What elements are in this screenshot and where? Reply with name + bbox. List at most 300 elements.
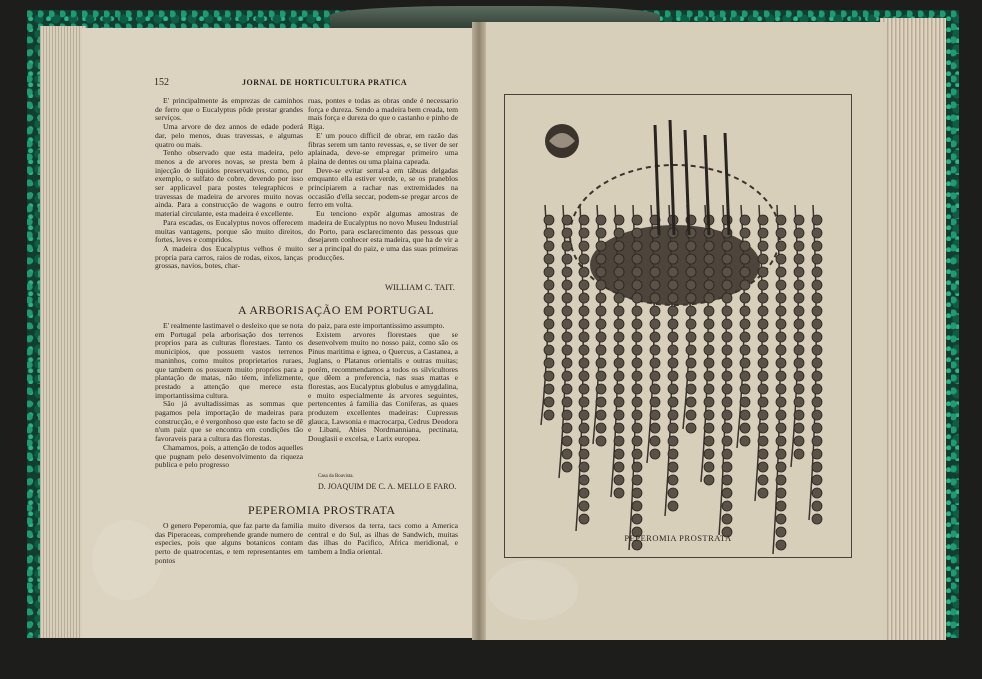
round-leaf (596, 332, 606, 342)
article-column-5 (155, 522, 303, 566)
round-leaf (740, 384, 750, 394)
round-leaf (614, 358, 624, 368)
round-leaf (740, 267, 750, 277)
round-leaf (758, 358, 768, 368)
round-leaf (596, 228, 606, 238)
round-leaf (579, 280, 589, 290)
round-leaf (812, 306, 822, 316)
round-leaf (650, 241, 660, 251)
round-leaf (722, 501, 732, 511)
round-leaf (650, 397, 660, 407)
round-leaf (579, 462, 589, 472)
round-leaf (722, 319, 732, 329)
round-leaf (776, 215, 786, 225)
round-leaf (579, 436, 589, 446)
round-leaf (632, 371, 642, 381)
paragraph: do paiz, para este importantissimo assumpto. (308, 321, 445, 330)
round-leaf (579, 501, 589, 511)
round-leaf (632, 423, 642, 433)
round-leaf (704, 319, 714, 329)
round-leaf (722, 462, 732, 472)
round-leaf (776, 358, 786, 368)
round-leaf (632, 280, 642, 290)
round-leaf (776, 241, 786, 251)
author-signature: WILLIAM C. TAIT. (385, 282, 455, 292)
round-leaf (579, 475, 589, 485)
round-leaf (632, 462, 642, 472)
round-leaf (740, 280, 750, 290)
round-leaf (776, 501, 786, 511)
round-leaf (704, 436, 714, 446)
round-leaf (544, 267, 554, 277)
trailing-stems (541, 120, 822, 554)
round-leaf (614, 293, 624, 303)
round-leaf (632, 358, 642, 368)
round-leaf (668, 358, 678, 368)
round-leaf (562, 306, 572, 316)
paragraph: Chamamos, pois, a attenção de todos aquelles que pugnam pelo desenvolvimento da riqueza publica e pelo progresso (155, 442, 303, 470)
round-leaf (562, 280, 572, 290)
round-leaf (812, 267, 822, 277)
round-leaf (704, 397, 714, 407)
round-leaf (596, 436, 606, 446)
round-leaf (704, 345, 714, 355)
paper-stain (92, 520, 162, 600)
round-leaf (614, 332, 624, 342)
round-leaf (722, 449, 732, 459)
paper-stain (488, 560, 578, 620)
round-leaf (722, 397, 732, 407)
round-leaf (722, 228, 732, 238)
round-leaf (686, 384, 696, 394)
round-leaf (722, 280, 732, 290)
round-leaf (650, 293, 660, 303)
round-leaf (776, 280, 786, 290)
round-leaf (544, 410, 554, 420)
round-leaf (668, 267, 678, 277)
round-leaf (614, 254, 624, 264)
round-leaf (596, 254, 606, 264)
round-leaf (544, 228, 554, 238)
round-leaf (596, 293, 606, 303)
round-leaf (686, 332, 696, 342)
round-leaf (579, 241, 589, 251)
paragraph: muito diversos da terra, tacs como a America central e do Sul, as ilhas de Sandwich, muitas das ilhas do Pacifico, Africa meridional, e tambem a India oriental. (308, 521, 458, 557)
round-leaf (776, 423, 786, 433)
round-leaf (596, 423, 606, 433)
round-leaf (758, 397, 768, 407)
round-leaf (650, 436, 660, 446)
round-leaf (812, 410, 822, 420)
round-leaf (596, 410, 606, 420)
round-leaf (812, 241, 822, 251)
round-leaf (794, 410, 804, 420)
paragraph: E' principalmente ás emprezas de caminhos de ferro que o Eucalyptus pôde prestar grandes serviços. (155, 96, 303, 123)
round-leaf (776, 475, 786, 485)
round-leaf (812, 371, 822, 381)
signature-place: Casa da Boavista. (318, 474, 354, 479)
round-leaf (758, 384, 768, 394)
round-leaf (562, 397, 572, 407)
round-leaf (650, 319, 660, 329)
round-leaf (562, 358, 572, 368)
round-leaf (562, 410, 572, 420)
round-leaf (650, 345, 660, 355)
journal-title: JORNAL DE HORTICULTURA PRATICA (242, 78, 408, 87)
article-column-6 (308, 522, 458, 557)
round-leaf (632, 254, 642, 264)
round-leaf (794, 319, 804, 329)
round-leaf (686, 345, 696, 355)
round-leaf (668, 423, 678, 433)
round-leaf (794, 384, 804, 394)
round-leaf (794, 228, 804, 238)
round-leaf (614, 488, 624, 498)
article-column-3 (155, 322, 303, 470)
round-leaf (579, 397, 589, 407)
round-leaf (794, 267, 804, 277)
round-leaf (704, 306, 714, 316)
round-leaf (562, 241, 572, 251)
round-leaf (704, 475, 714, 485)
round-leaf (812, 501, 822, 511)
round-leaf (544, 397, 554, 407)
round-leaf (704, 384, 714, 394)
round-leaf (740, 241, 750, 251)
round-leaf (704, 332, 714, 342)
round-leaf (812, 254, 822, 264)
article-column-4 (308, 322, 458, 444)
round-leaf (794, 306, 804, 316)
round-leaf (614, 319, 624, 329)
round-leaf (579, 410, 589, 420)
round-leaf (722, 423, 732, 433)
round-leaf (722, 332, 732, 342)
round-leaf (740, 436, 750, 446)
round-leaf (776, 384, 786, 394)
round-leaf (704, 462, 714, 472)
round-leaf (704, 449, 714, 459)
round-leaf (668, 449, 678, 459)
round-leaf (668, 293, 678, 303)
round-leaf (686, 280, 696, 290)
round-leaf (740, 319, 750, 329)
round-leaf (544, 293, 554, 303)
round-leaf (758, 319, 768, 329)
round-leaf (579, 319, 589, 329)
illustration-frame (504, 94, 852, 558)
round-leaf (740, 397, 750, 407)
round-leaf (544, 384, 554, 394)
round-leaf (562, 215, 572, 225)
round-leaf (776, 488, 786, 498)
round-leaf (614, 475, 624, 485)
round-leaf (686, 306, 696, 316)
round-leaf (740, 423, 750, 433)
round-leaf (632, 241, 642, 251)
round-leaf (614, 397, 624, 407)
round-leaf (596, 306, 606, 316)
round-leaf (562, 267, 572, 277)
round-leaf (562, 462, 572, 472)
round-leaf (704, 410, 714, 420)
round-leaf (812, 449, 822, 459)
round-leaf (632, 228, 642, 238)
round-leaf (562, 449, 572, 459)
round-leaf (758, 332, 768, 342)
round-leaf (794, 332, 804, 342)
round-leaf (794, 254, 804, 264)
round-leaf (758, 371, 768, 381)
round-leaf (758, 306, 768, 316)
round-leaf (812, 423, 822, 433)
page-edges-right (880, 18, 946, 640)
round-leaf (812, 280, 822, 290)
round-leaf (740, 332, 750, 342)
round-leaf (579, 423, 589, 433)
round-leaf (776, 332, 786, 342)
round-leaf (668, 436, 678, 446)
round-leaf (562, 228, 572, 238)
page-number: 152 (154, 77, 169, 88)
round-leaf (758, 423, 768, 433)
round-leaf (632, 514, 642, 524)
paragraph: Existem arvores florestaes que se desenvolvem muito no nosso paiz, como são os Pinus maritima e ignea, o Quercus, a Castanea, a Juglans, o Platanus orientalis e outras muitas; porém, recommendamos a todos os silvicultores que dêem a preferencia, nas suas mattas e florestas, aos Eucalyptus globulus e amygdalina, e muito especialmente ás arvores seguintes, pertencentes á familia das Coniferas, as quaes produzem excellentes madeiras: Cupressus glauca, Lawsonia e macrocarpa, Cedrus Deodora e Libani, Abies Nordmanniana, pectinata, Douglasii e excelsa, e Larix europea. (308, 329, 458, 444)
round-leaf (722, 475, 732, 485)
round-leaf (794, 371, 804, 381)
round-leaf (632, 501, 642, 511)
round-leaf (596, 215, 606, 225)
round-leaf (704, 254, 714, 264)
round-leaf (544, 254, 554, 264)
round-leaf (722, 371, 732, 381)
round-leaf (596, 280, 606, 290)
round-leaf (562, 423, 572, 433)
round-leaf (650, 280, 660, 290)
round-leaf (579, 332, 589, 342)
round-leaf (562, 371, 572, 381)
round-leaf (758, 345, 768, 355)
round-leaf (562, 384, 572, 394)
round-leaf (632, 293, 642, 303)
round-leaf (632, 306, 642, 316)
round-leaf (614, 215, 624, 225)
round-leaf (632, 332, 642, 342)
round-leaf (776, 254, 786, 264)
book-gutter (472, 22, 486, 640)
paragraph: São já avultadissimas as sommas que pagamos pela importação de madeiras para construcção, e é vergonhoso que este facto se dê n'um paiz que se encontra em condições tão favoraveis para a cultura das florestas. (155, 399, 303, 444)
round-leaf (704, 241, 714, 251)
round-leaf (614, 384, 624, 394)
round-leaf (668, 501, 678, 511)
round-leaf (614, 436, 624, 446)
running-header (154, 77, 474, 91)
round-leaf (596, 371, 606, 381)
round-leaf (722, 267, 732, 277)
round-leaf (686, 358, 696, 368)
round-leaf (668, 462, 678, 472)
round-leaf (758, 280, 768, 290)
round-leaf (632, 345, 642, 355)
round-leaf (614, 345, 624, 355)
round-leaf (686, 319, 696, 329)
round-leaf (614, 228, 624, 238)
round-leaf (794, 280, 804, 290)
round-leaf (668, 319, 678, 329)
round-leaf (758, 228, 768, 238)
article-column-1 (155, 97, 303, 271)
round-leaf (740, 228, 750, 238)
peperomia-engraving (505, 95, 851, 557)
round-leaf (704, 371, 714, 381)
round-leaf (596, 241, 606, 251)
round-leaf (668, 332, 678, 342)
round-leaf (758, 449, 768, 459)
round-leaf (686, 293, 696, 303)
round-leaf (794, 436, 804, 446)
round-leaf (596, 319, 606, 329)
round-leaf (740, 306, 750, 316)
round-leaf (579, 358, 589, 368)
round-leaf (614, 241, 624, 251)
round-leaf (544, 371, 554, 381)
round-leaf (704, 423, 714, 433)
round-leaf (758, 241, 768, 251)
round-leaf (650, 371, 660, 381)
round-leaf (740, 358, 750, 368)
round-leaf (579, 267, 589, 277)
round-leaf (632, 449, 642, 459)
round-leaf (776, 462, 786, 472)
round-leaf (812, 488, 822, 498)
round-leaf (776, 319, 786, 329)
round-leaf (776, 436, 786, 446)
round-leaf (686, 371, 696, 381)
round-leaf (562, 345, 572, 355)
round-leaf (686, 241, 696, 251)
round-leaf (632, 384, 642, 394)
round-leaf (812, 293, 822, 303)
round-leaf (686, 423, 696, 433)
round-leaf (722, 293, 732, 303)
round-leaf (758, 488, 768, 498)
round-leaf (544, 345, 554, 355)
round-leaf (596, 345, 606, 355)
round-leaf (794, 293, 804, 303)
round-leaf (668, 241, 678, 251)
round-leaf (758, 215, 768, 225)
round-leaf (668, 306, 678, 316)
round-leaf (579, 254, 589, 264)
round-leaf (758, 462, 768, 472)
round-leaf (758, 436, 768, 446)
round-leaf (740, 371, 750, 381)
round-leaf (614, 280, 624, 290)
round-leaf (704, 267, 714, 277)
round-leaf (740, 345, 750, 355)
round-leaf (579, 449, 589, 459)
round-leaf (812, 436, 822, 446)
round-leaf (776, 306, 786, 316)
round-leaf (650, 306, 660, 316)
round-leaf (686, 254, 696, 264)
round-leaf (544, 332, 554, 342)
round-leaf (722, 384, 732, 394)
round-leaf (650, 410, 660, 420)
round-leaf (758, 475, 768, 485)
round-leaf (686, 397, 696, 407)
round-leaf (579, 371, 589, 381)
round-leaf (722, 488, 732, 498)
round-leaf (812, 332, 822, 342)
round-leaf (544, 319, 554, 329)
round-leaf (722, 254, 732, 264)
round-leaf (668, 488, 678, 498)
round-leaf (614, 267, 624, 277)
paragraph: Para escadas, os Eucalyptus novos offerecem muitas vantagens, porque são muito direitos, fortes, leves e compridos. (155, 217, 303, 245)
figure-caption: PEPEROMIA PROSTRATA (624, 533, 732, 543)
round-leaf (812, 462, 822, 472)
round-leaf (758, 254, 768, 264)
paragraph: E' um pouco difficil de obrar, em razão das fibras serem um tanto revessas, e, se tiver de ser aplainada, deve-se empregar primeiro uma plaina de dentes ou uma plaina capeada. (308, 130, 458, 166)
round-leaf (579, 293, 589, 303)
round-leaf (722, 514, 732, 524)
round-leaf (722, 358, 732, 368)
round-leaf (579, 306, 589, 316)
round-leaf (632, 319, 642, 329)
round-leaf (579, 514, 589, 524)
round-leaf (596, 358, 606, 368)
round-leaf (776, 371, 786, 381)
round-leaf (632, 267, 642, 277)
round-leaf (740, 293, 750, 303)
round-leaf (740, 410, 750, 420)
round-leaf (794, 423, 804, 433)
round-leaf (776, 514, 786, 524)
round-leaf (668, 280, 678, 290)
round-leaf (668, 475, 678, 485)
round-leaf (812, 215, 822, 225)
round-leaf (632, 397, 642, 407)
round-leaf (722, 345, 732, 355)
round-leaf (776, 410, 786, 420)
paragraph: O genero Peperomia, que faz parte da familia das Piperaceas, comprehende grande numero de especies, pois que alguns botanicos contam perto de quatrocentas, e tem representantes em pontos (155, 521, 303, 565)
round-leaf (794, 449, 804, 459)
round-leaf (776, 397, 786, 407)
paragraph: Eu tenciono expôr algumas amostras de madeira de Eucalyptus no novo Museu Industrial do Porto, para esclarecimento das pessoas que desejarem conhecer esta madeira, que ha de vir a ser a principal do paiz, e uma das suas primeiras producções. (308, 209, 458, 262)
paragraph: A madeira dos Eucalyptus velhos é muito propria para carros, raios de rodas, eixos, lanças grossas, navios, botes, char- (155, 243, 303, 271)
round-leaf (632, 475, 642, 485)
round-leaf (650, 449, 660, 459)
round-leaf (650, 423, 660, 433)
round-leaf (740, 215, 750, 225)
round-leaf (722, 306, 732, 316)
round-leaf (544, 306, 554, 316)
round-leaf (579, 215, 589, 225)
round-leaf (650, 332, 660, 342)
round-leaf (632, 436, 642, 446)
round-leaf (704, 293, 714, 303)
round-leaf (812, 345, 822, 355)
round-leaf (614, 306, 624, 316)
paragraph: E' realmente lastimavel o desleixo que se nota em Portugal pela arborisação dos terrenos proprios para as culturas florestaes. Tanto os municipios, que possuem vastos terrenos maninhos, como muitos proprietarios ruraes, que tambem os possuem muito proprios para a plantação de matas, não téem, infelizmente, prestado a attenção que merece esta importantissima cultura. (155, 321, 303, 400)
round-leaf (722, 241, 732, 251)
round-leaf (758, 293, 768, 303)
author-signature: D. JOAQUIM DE C. A. MELLO E FARO. (318, 482, 457, 491)
round-leaf (544, 215, 554, 225)
round-leaf (794, 215, 804, 225)
round-leaf (776, 345, 786, 355)
